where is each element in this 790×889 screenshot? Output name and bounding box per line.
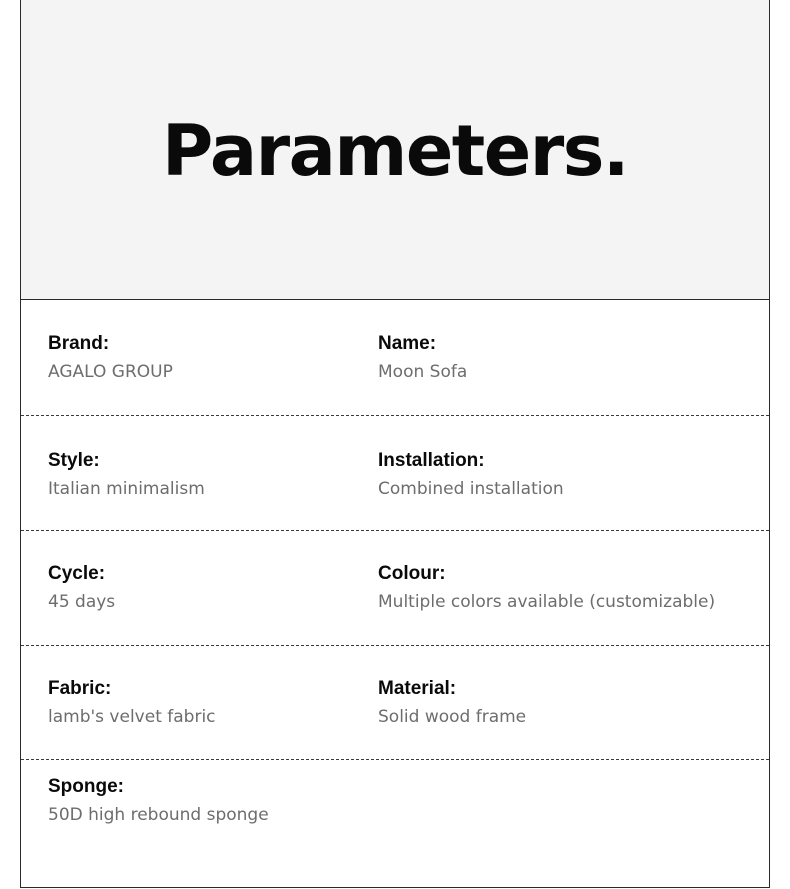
param-colour — [378, 563, 715, 613]
param-value: 45 days — [48, 592, 116, 612]
param-label: Cycle: — [48, 563, 106, 584]
param-value: AGALO GROUP — [48, 362, 173, 382]
param-name — [378, 333, 467, 383]
param-label: Style: — [48, 450, 100, 471]
param-material — [378, 678, 526, 728]
param-value: lamb's velvet fabric — [48, 707, 216, 727]
param-value: Solid wood frame — [378, 707, 527, 727]
param-value: 50D high rebound sponge — [48, 805, 269, 825]
param-value: Moon Sofa — [378, 362, 468, 382]
param-row-4 — [21, 646, 769, 760]
param-sponge — [48, 776, 269, 826]
param-label: Sponge: — [48, 776, 124, 797]
param-label: Brand: — [48, 333, 110, 354]
param-style — [48, 450, 205, 500]
param-row-5 — [21, 760, 769, 887]
param-value: Multiple colors available (customizable) — [378, 592, 716, 612]
param-label: Name: — [378, 333, 437, 354]
param-value: Italian minimalism — [48, 479, 205, 499]
param-fabric — [48, 678, 216, 728]
param-installation — [378, 450, 564, 500]
parameters-header — [21, 0, 769, 300]
param-label: Installation: — [378, 450, 485, 471]
parameters-panel — [20, 0, 770, 888]
page-title: Parameters. — [161, 109, 629, 192]
param-row-1 — [21, 300, 769, 416]
param-row-3 — [21, 531, 769, 646]
param-brand — [48, 333, 173, 383]
param-label: Fabric: — [48, 678, 112, 699]
param-label: Colour: — [378, 563, 446, 584]
param-value: Combined installation — [378, 479, 564, 499]
param-cycle — [48, 563, 115, 613]
param-label: Material: — [378, 678, 457, 699]
param-row-2 — [21, 416, 769, 531]
